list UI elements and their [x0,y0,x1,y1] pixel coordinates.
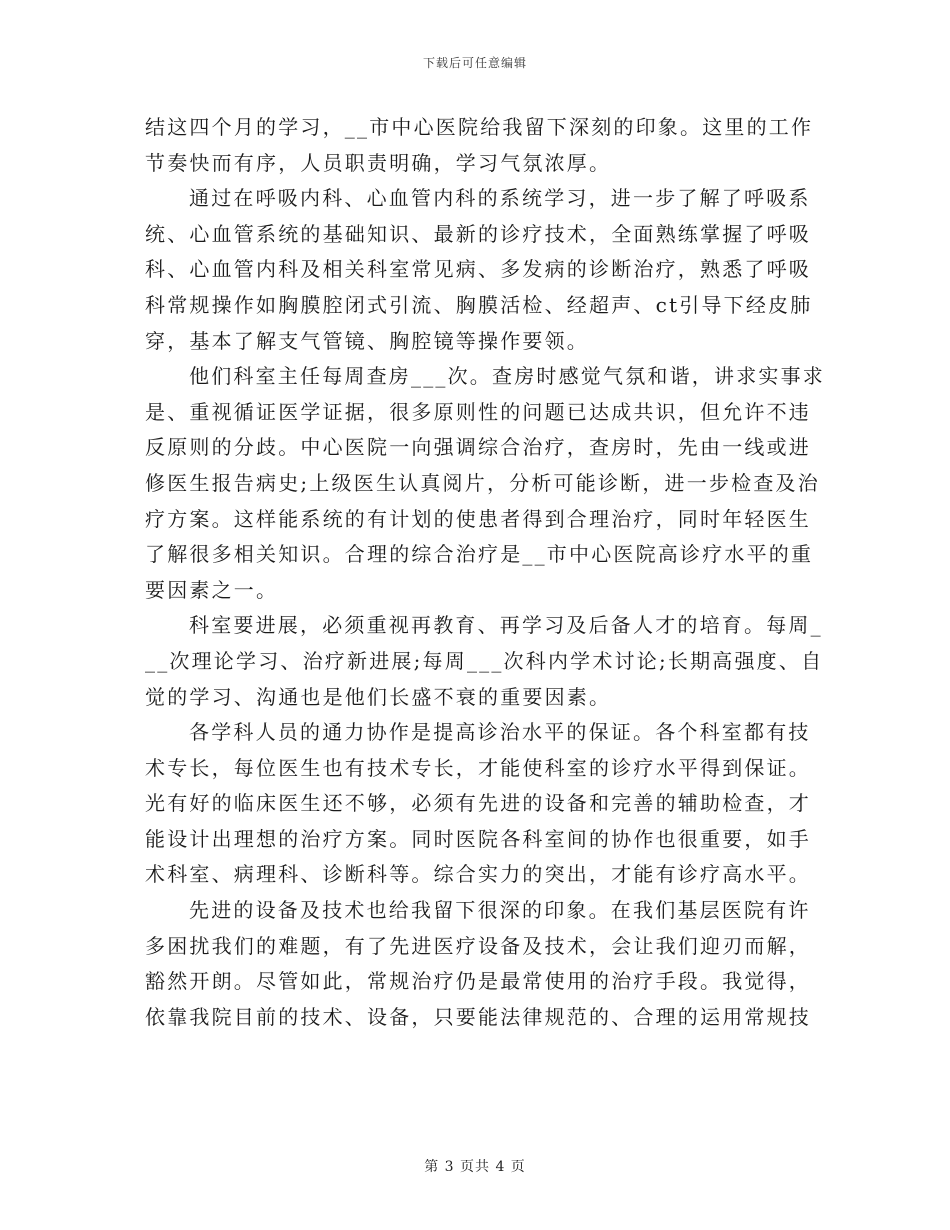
paragraph-first-line: 科室要进展，必须重视再教育、再学习及后备人才的培育。每周_ [189,613,823,638]
paragraph-first-line: 通过在呼吸内科、心血管内科的系统学习，进一步了解了呼吸系 [189,186,811,211]
text-line: 是、重视循证医学证据，很多原则性的问题已达成共识，但允许不违 [145,399,811,424]
text-line: 统、心血管系统的基础知识、最新的诊疗技术，全面熟练掌握了呼吸 [145,221,811,246]
text-line: 依靠我院目前的技术、设备，只要能法律规范的、合理的运用常规技 [145,1004,811,1029]
text-line: 觉的学习、沟通也是他们长盛不衰的重要因素。 [145,684,612,709]
paragraph-first-line: 各学科人员的通力协作是提高诊治水平的保证。各个科室都有技 [189,720,811,745]
text-line: 科常规操作如胸膜腔闭式引流、胸膜活检、经超声、ct引导下经皮肺 [145,292,813,317]
text-line: 要因素之一。 [145,577,279,602]
page-number-footer: 第 3 页共 4 页 [424,1159,526,1175]
text-line: 修医生报告病史;上级医生认真阅片，分析可能诊断，进一步检查及治 [145,470,820,495]
paragraph-first-line: 他们科室主任每周查房___次。查房时感觉气氛和谐，讲求实事求 [189,364,825,389]
text-line: 穿，基本了解支气管镜、胸腔镜等操作要领。 [145,328,589,353]
text-line: 豁然开朗。尽管如此，常规治疗仍是最常使用的治疗手段。我觉得， [145,969,811,994]
text-line: 反原则的分歧。中心医院一向强调综合治疗，查房时，先由一线或进 [145,435,811,460]
text-line: 疗方案。这样能系统的有计划的使患者得到合理治疗，同时年轻医生 [145,506,811,531]
text-line: 术科室、病理科、诊断科等。综合实力的突出，才能有诊疗高水平。 [145,862,811,887]
text-line: 光有好的临床医生还不够，必须有先进的设备和完善的辅助检查，才 [145,791,811,816]
text-line: 结这四个月的学习，__市中心医院给我留下深刻的印象。这里的工作 [145,115,814,139]
page-header: 下载后可任意编辑 [422,56,527,70]
text-line: __次理论学习、治疗新进展;每周___次科内学术讨论;长期高强度、自 [145,648,824,673]
paragraph-first-line: 先进的设备及技术也给我留下很深的印象。在我们基层医院有许 [189,898,811,923]
text-line: 节奏快而有序，人员职责明确，学习气氛浓厚。 [145,150,612,175]
text-line: 多困扰我们的难题，有了先进医疗设备及技术，会让我们迎刃而解， [145,933,811,958]
text-line: 了解很多相关知识。合理的综合治疗是__市中心医院高诊疗水平的重 [145,542,814,567]
text-line: 科、心血管内科及相关科室常见病、多发病的诊断治疗，熟悉了呼吸 [145,257,811,282]
text-line: 术专长，每位医生也有技术专长，才能使科室的诊疗水平得到保证。 [145,755,811,780]
document-body [145,110,825,1035]
text-line: 能设计出理想的治疗方案。同时医院各科室间的协作也很重要，如手 [145,826,811,851]
